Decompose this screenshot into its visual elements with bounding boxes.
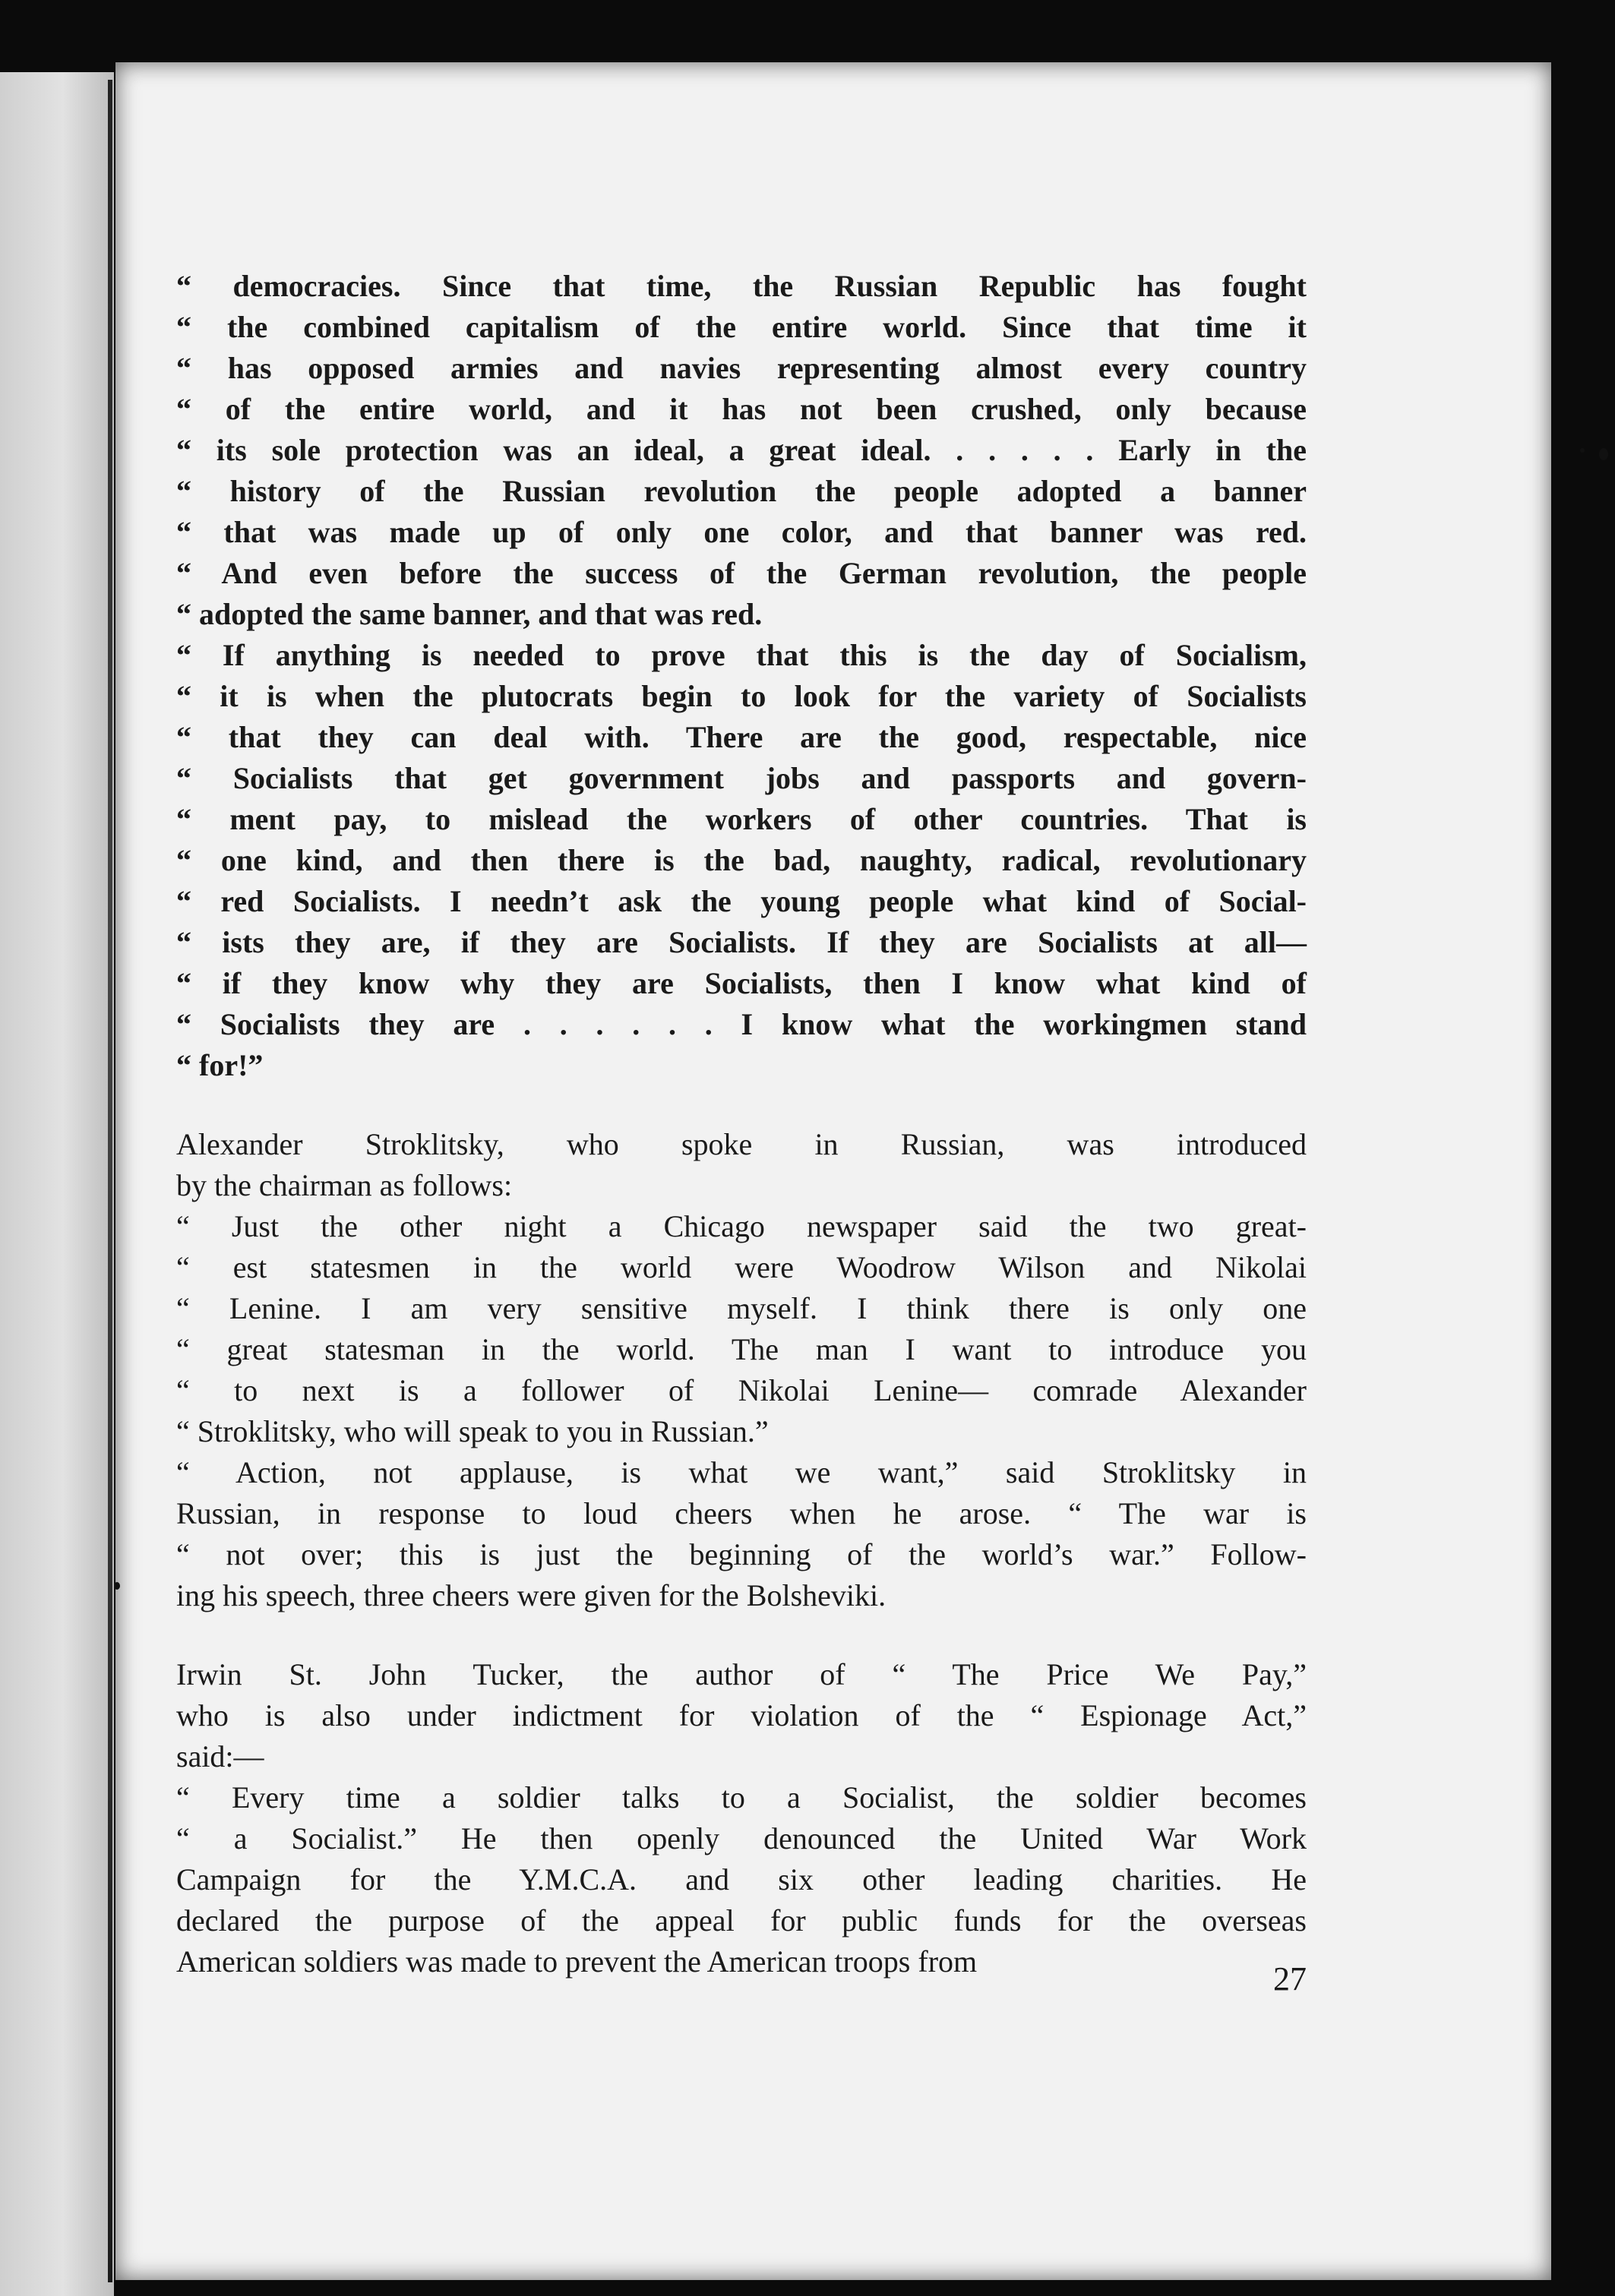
paragraph-gap [176, 1086, 1307, 1124]
text-line: “ it is when the plutocrats begin to look for the variety of Socialists [176, 679, 1307, 713]
text-line: “ great statesman in the world. The man I want to introduce you [176, 1332, 1307, 1366]
text-line: Campaign for the Y.M.C.A. and six other leading charities. He [176, 1862, 1307, 1896]
text-line: “ if they know why they are Socialists, then I know what kind of [176, 966, 1307, 1000]
paragraph [176, 1124, 1307, 1206]
text-line: “ to next is a follower of Nikolai Lenine— comrade Alexander [176, 1373, 1307, 1407]
text-line: “ has opposed armies and navies representing almost every country [176, 351, 1307, 385]
paragraph [176, 635, 1307, 1086]
page-number: 27 [1273, 1960, 1307, 1998]
text-line: by the chairman as follows: [176, 1168, 513, 1202]
text-line: “ ists they are, if they are Socialists. If they are Socialists at all— [176, 925, 1307, 959]
text-line: “ ment pay, to mislead the workers of other countries. That is [176, 802, 1307, 836]
text-line: “ for!” [176, 1048, 264, 1082]
text-line: “ a Socialist.” He then openly denounced the United War Work [176, 1821, 1307, 1855]
text-line: “ not over; this is just the beginning of the world’s war.” Follow- [176, 1537, 1307, 1571]
text-line: ing his speech, three cheers were given for the Bolsheviki. [176, 1578, 887, 1612]
paragraph-gap [176, 1616, 1307, 1654]
text-line: “ its sole protection was an ideal, a great ideal. . . . . . Early in the [176, 433, 1307, 467]
text-line: said:— [176, 1739, 264, 1773]
text-line: “ If anything is needed to prove that this is the day of Socialism, [176, 638, 1307, 672]
paragraph [176, 266, 1307, 635]
text-line: “ Just the other night a Chicago newspaper said the two great- [176, 1209, 1307, 1243]
page-body-text [176, 266, 1307, 1982]
text-line: “ Stroklitsky, who will speak to you in Russian.” [176, 1414, 769, 1448]
text-line: “ adopted the same banner, and that was red. [176, 597, 763, 631]
text-line: “ history of the Russian revolution the people adopted a banner [176, 474, 1307, 508]
scan-speck [1580, 448, 1585, 453]
text-line: American soldiers was made to prevent the American troops from [176, 1944, 978, 1979]
text-line: Russian, in response to loud cheers when he arose. “ The war is [176, 1496, 1307, 1530]
text-line: Irwin St. John Tucker, the author of “ The Price We Pay,” [176, 1657, 1307, 1691]
text-line: Alexander Stroklitsky, who spoke in Russian, was introduced [176, 1127, 1307, 1161]
paragraph [176, 1654, 1307, 1777]
text-line: “ the combined capitalism of the entire world. Since that time it [176, 310, 1307, 344]
scan-speck [114, 1582, 120, 1590]
text-line: “ democracies. Since that time, the Russian Republic has fought [176, 269, 1307, 303]
facing-page-edge [0, 72, 114, 2296]
paragraph [176, 1206, 1307, 1452]
text-line: declared the purpose of the appeal for public funds for the overseas [176, 1903, 1307, 1938]
book-binding-shadow [108, 80, 112, 2282]
scan-speck [1599, 448, 1608, 460]
text-line: “ one kind, and then there is the bad, naughty, radical, revolutionary [176, 843, 1307, 877]
text-line: “ of the entire world, and it has not been crushed, only because [176, 392, 1307, 426]
paragraph [176, 1777, 1307, 1982]
text-line: “ that they can deal with. There are the good, respectable, nice [176, 720, 1307, 754]
text-line: “ that was made up of only one color, and that banner was red. [176, 515, 1307, 549]
text-line: “ Every time a soldier talks to a Socialist, the soldier becomes [176, 1780, 1307, 1814]
text-line: “ est statesmen in the world were Woodrow Wilson and Nikolai [176, 1250, 1307, 1284]
text-line: “ Socialists that get government jobs and passports and govern- [176, 761, 1307, 795]
text-line: “ Socialists they are . . . . . . I know what the workingmen stand [176, 1007, 1307, 1041]
text-line: who is also under indictment for violation of the “ Espionage Act,” [176, 1698, 1307, 1732]
paragraph [176, 1452, 1307, 1616]
text-line: “ And even before the success of the German revolution, the people [176, 556, 1307, 590]
text-line: “ red Socialists. I needn’t ask the young people what kind of Social- [176, 884, 1307, 918]
text-line: “ Action, not applause, is what we want,” said Stroklitsky in [176, 1455, 1307, 1489]
text-line: “ Lenine. I am very sensitive myself. I think there is only one [176, 1291, 1307, 1325]
